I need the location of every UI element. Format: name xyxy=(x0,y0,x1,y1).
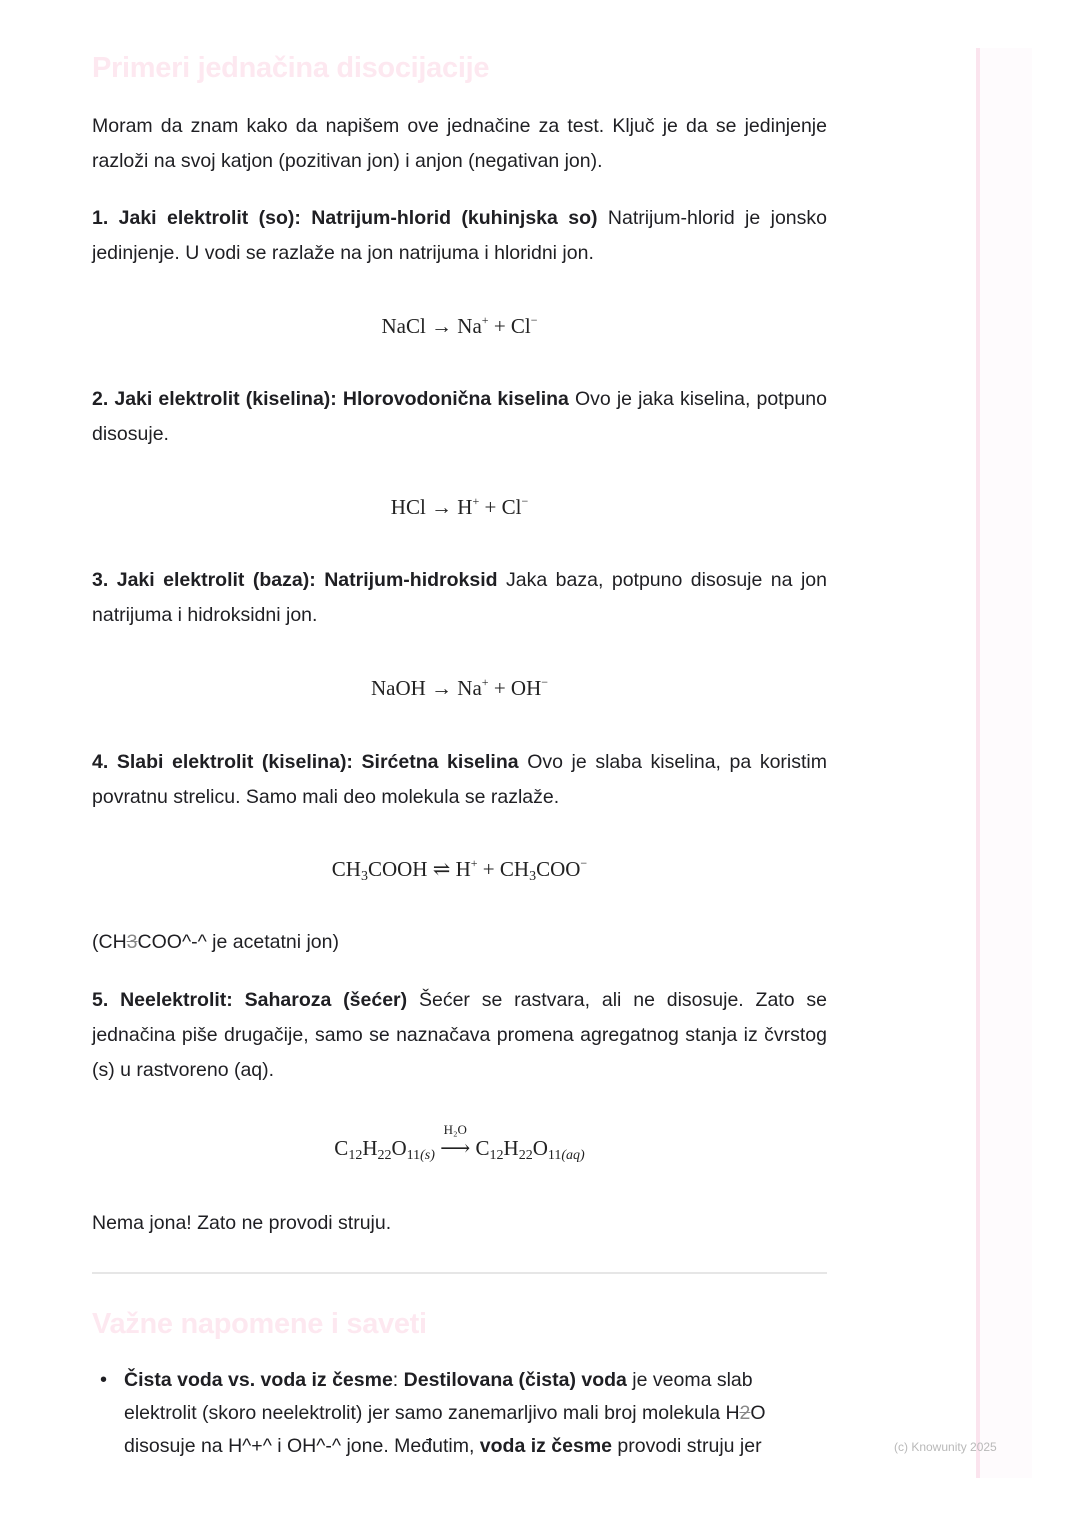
list-item: • Čista voda vs. voda iz česme: Destilovana (čista) voda je veoma slab elektrolit (skoro neelektrolit) jer samo zanemarljivo mali broj molekula H2O disosuje na H^+^ i OH^-^ jone. Međutim, voda iz česme provodi struju jer xyxy=(124,1364,827,1463)
side-panel xyxy=(980,48,1032,1478)
example-1: 1. Jaki elektrolit (so): Natrijum-hlorid (kuhinjska so) Natrijum-hlorid je jonsko jedinjenje. U vodi se razlaže na jon natrijuma i hloridni jon. xyxy=(92,207,827,264)
equation-hcl: HCl → H+ + Cl− xyxy=(390,494,529,519)
notes-list xyxy=(92,1364,827,1463)
acetate-note: (CH3COO^-^ je acetatni jon) xyxy=(92,931,339,953)
section-title-notes: Važne napomene i saveti xyxy=(92,1308,427,1340)
equation-naoh: NaOH → Na+ + OH− xyxy=(370,675,549,700)
copyright-watermark: (c) Knowunity 2025 xyxy=(894,1440,997,1454)
example-heading: 3. Jaki elektrolit (baza): Natrijum-hidroksid xyxy=(92,569,498,591)
equation-acetic-acid: $CH_3COOH$ ⇌ $H^+ + CH_3COO^-$ xyxy=(331,856,588,884)
equation-nacl: NaCl → Na+ + Cl− xyxy=(381,313,538,338)
example-heading: 5. Neelektrolit: Saharoza (šećer) xyxy=(92,989,408,1011)
example-heading: 4. Slabi elektrolit (kiselina): Sirćetna kiselina xyxy=(92,751,519,773)
example-2: 2. Jaki elektrolit (kiselina): Hlorovodonična kiselina Ovo je jaka kiselina, potpuno disosuje. xyxy=(92,388,827,445)
example-5: 5. Neelektrolit: Saharoza (šećer) Šećer se rastvara, ali ne disosuje. Zato se jednačina piše drugačije, samo se naznačava promena agregatnog stanja iz čvrstog (s) u rastvoreno (aq). xyxy=(92,989,828,1081)
intro-paragraph: Moram da znam kako da napišem ove jednačine za test. Ključ je da se jedinjenje razloži na svoj katjon (pozitivan jon) i anjon (negativan jon). xyxy=(92,115,827,172)
example-heading: 1. Jaki elektrolit (so): Natrijum-hlorid (kuhinjska so) xyxy=(92,207,598,229)
section-divider xyxy=(92,1272,827,1274)
example-4: 4. Slabi elektrolit (kiselina): Sirćetna kiselina Ovo je slaba kiselina, pa koristim povratnu strelicu. Samo mali deo molekula se razlaže. xyxy=(92,751,827,808)
side-accent-line xyxy=(976,48,980,1478)
example-3: 3. Jaki elektrolit (baza): Natrijum-hidroksid Jaka baza, potpuno disosuje na jon natrijuma i hidroksidni jon. xyxy=(92,569,827,626)
conclusion: Nema jona! Zato ne provodi struju. xyxy=(92,1212,392,1234)
example-heading: 2. Jaki elektrolit (kiselina): Hlorovodonična kiselina xyxy=(92,388,569,410)
section-title-dissociation: Primeri jednačina disocijacije xyxy=(92,52,490,84)
equation-sucrose: $C_{12}H_{22}O_{11(s)}$ H₂O ⟶ $C_{12}H_{22}O_{11(aq)}$ xyxy=(334,1122,585,1163)
